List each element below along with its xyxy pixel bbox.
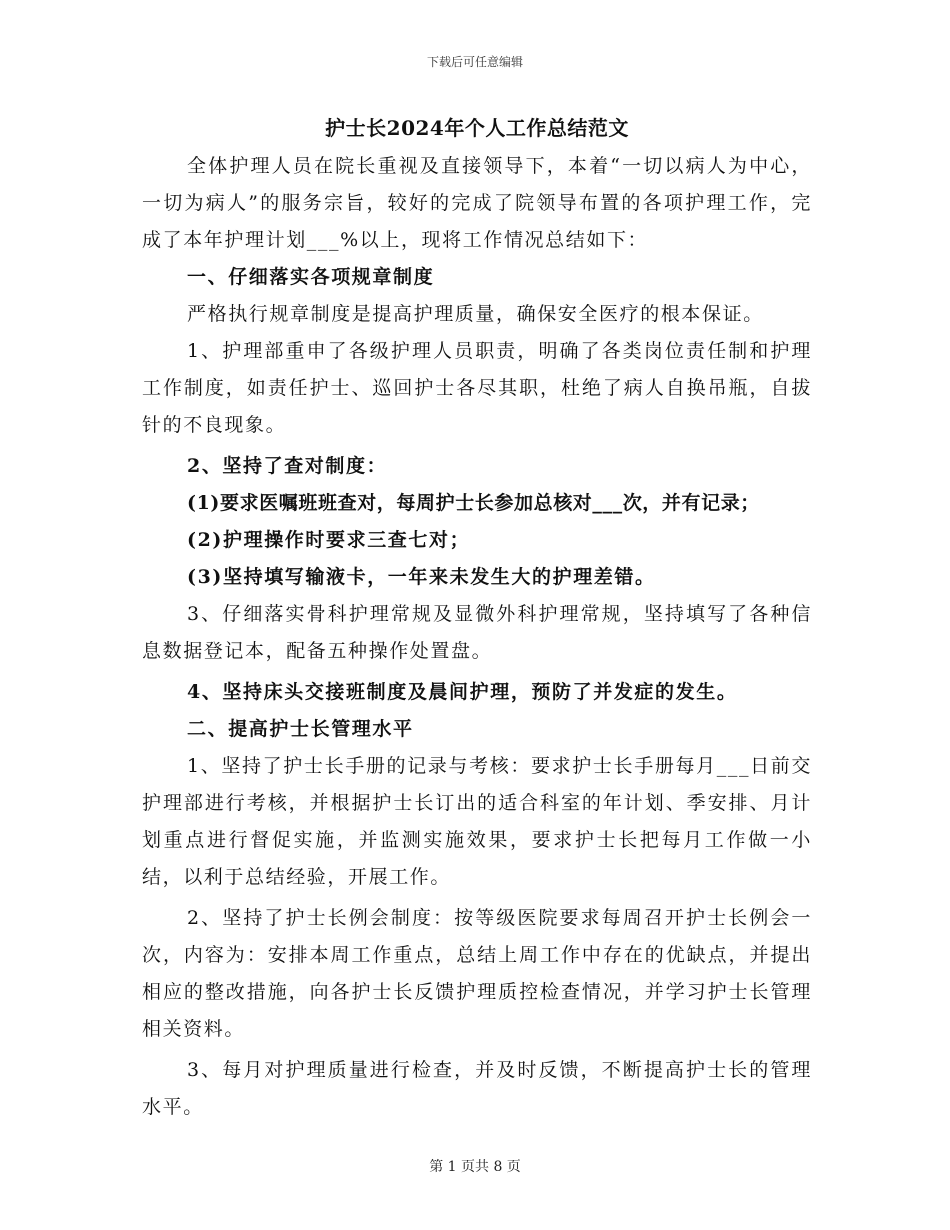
list-item: (3)坚持填写输液卡，一年来未发生大的护理差错。 [187,566,656,588]
subheading-check-system: 2、坚持了查对制度： [187,455,388,477]
paragraph: 1、坚持了护士长手册的记录与考核：要求护士长手册每月___日前交护理部进行考核，并根据护士长订出的适合科室的年计划、季安排、月计划重点进行督促实施，并监测实施效果，要求护士长把每月工作做一小结，以利于总结经验，开展工作。 [142,755,812,888]
section-heading-1: 一、仔细落实各项规章制度 [187,266,435,288]
document-title: 护士长2024年个人工作总结范文 [325,116,629,140]
subheading-bedside-handover: 4、坚持床头交接班制度及晨间护理，预防了并发症的发生。 [187,681,738,703]
list-item: (2)护理操作时要求三查七对； [187,529,471,551]
intro-paragraph: 全体护理人员在院长重视及直接领导下，本着“一切以病人为中心，一切为病人”的服务宗旨，较好的完成了院领导布置的各项护理工作，完成了本年护理计划___%以上，现将工作情况总结如下： [142,155,812,251]
section-heading-2: 二、提高护士长管理水平 [187,718,414,740]
paragraph: 1、护理部重申了各级护理人员职责，明确了各类岗位责任制和护理工作制度，如责任护士、巡回护士各尽其职，杜绝了病人自换吊瓶，自拔针的不良现象。 [142,340,812,436]
page-header-note: 下载后可任意编辑 [426,55,523,69]
list-item: (1)要求医嘱班班查对，每周护士长参加总核对___次，并有记录； [187,492,760,514]
paragraph: 3、每月对护理质量进行检查，并及时反馈，不断提高护士长的管理水平。 [142,1059,812,1118]
paragraph: 2、坚持了护士长例会制度：按等级医院要求每周召开护士长例会一次，内容为：安排本周工作重点，总结上周工作中存在的优缺点，并提出相应的整改措施，向各护士长反馈护理质控检查情况，并学习护士长管理相关资料。 [142,907,812,1040]
paragraph: 严格执行规章制度是提高护理质量，确保安全医疗的根本保证。 [187,303,764,325]
paragraph: 3、仔细落实骨科护理常规及显微外科护理常规，坚持填写了各种信息数据登记本，配备五种操作处置盘。 [142,603,812,662]
document-body [142,113,812,1126]
page-number: 第 1 页共 8 页 [429,1159,521,1175]
